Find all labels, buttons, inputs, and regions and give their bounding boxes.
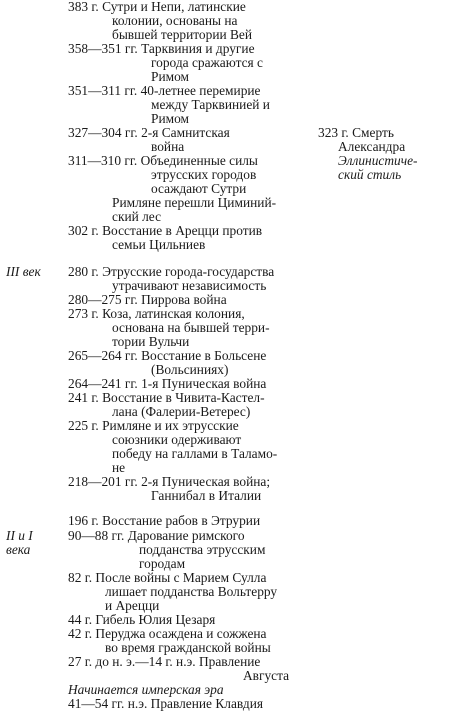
event-line: городам <box>139 556 186 571</box>
event-line: тории Вульчи <box>112 334 190 349</box>
event-line: 196 г. Восстание рабов в Этрурии <box>68 513 261 528</box>
event-line: утрачивают независимость <box>112 278 267 293</box>
event-line: Ганнибал в Италии <box>151 488 262 503</box>
event-line: 225 г. Римляне и их этрусские <box>68 418 239 433</box>
event-line: подданства этрусским <box>139 542 266 557</box>
event-line: лана (Фалерии-Ветерес) <box>112 404 251 419</box>
event-line: 264—241 гг. 1-я Пуническая война <box>68 376 267 391</box>
event-line: Римом <box>151 69 190 84</box>
event-line: 280 г. Этрусские города-государства <box>68 264 275 279</box>
culture-line: ский стиль <box>338 167 402 182</box>
event-line: 42 г. Перуджа осаждена и сожжена <box>68 626 267 641</box>
event-line: 280—275 гг. Пиррова война <box>68 292 227 307</box>
event-line: 383 г. Сутри и Непи, латинские <box>68 0 246 14</box>
event-line: война <box>151 139 185 154</box>
culture-line: Эллинистиче- <box>338 153 418 168</box>
event-line: 44 г. Гибель Юлия Цезаря <box>68 612 216 627</box>
event-line: между Тарквинией и <box>151 97 270 112</box>
event-line: 218—201 гг. 2-я Пуническая война; <box>68 474 271 489</box>
event-line: и Арецци <box>105 598 160 613</box>
century-label-ii-i: II и I <box>6 528 33 543</box>
event-line: Римляне перешли Циминий- <box>112 195 277 210</box>
event-line: колонии, основаны на <box>112 13 238 28</box>
event-line: 90—88 гг. Дарование римского <box>68 528 245 543</box>
event-line: 327—304 гг. 2-я Самнитская <box>68 125 230 140</box>
event-line: бывшей территории Вей <box>112 27 253 42</box>
event-line: союзники одерживают <box>112 432 242 447</box>
culture-line: Александра <box>338 139 406 154</box>
event-line: 311—310 гг. Объединенные силы <box>68 153 258 168</box>
event-line: не <box>112 460 126 475</box>
event-line: победу на галлами в Таламо- <box>112 446 278 461</box>
event-line: 273 г. Коза, латинская колония, <box>68 306 245 321</box>
century-label-ii-i-veka: века <box>6 542 31 557</box>
event-line: 241 г. Восстание в Чивита-Кастел- <box>68 390 265 405</box>
century-label-iii: III век <box>6 264 41 279</box>
event-line: Римом <box>151 111 190 126</box>
event-line: 351—311 гг. 40-летнее перемирие <box>68 83 261 98</box>
event-line: города сражаются с <box>151 55 263 70</box>
event-line: 82 г. После войны с Марием Сулла <box>68 570 267 585</box>
event-line: 41—54 гг. н.э. Правление Клавдия <box>68 696 264 711</box>
event-line: Августа <box>243 668 290 683</box>
event-line: во время гражданской войны <box>105 640 271 655</box>
event-line: семьи Цильниев <box>112 237 206 252</box>
event-line: 358—351 гг. Тарквиния и другие <box>68 41 255 56</box>
event-line: 265—264 гг. Восстание в Больсене <box>68 348 267 363</box>
culture-line: 323 г. Смерть <box>318 125 394 140</box>
era-note: Начинается имперская эра <box>68 682 224 697</box>
event-line: 27 г. до н. э.—14 г. н.э. Правление <box>68 654 261 669</box>
event-line: лишает подданства Вольтерру <box>105 584 278 599</box>
event-line: 302 г. Восстание в Арецци против <box>68 223 263 238</box>
event-line: этрусских городов <box>151 167 257 182</box>
event-line: (Вольсиниях) <box>151 362 229 377</box>
event-line: ский лес <box>112 209 162 224</box>
event-line: осаждают Сутри <box>151 181 247 196</box>
event-line: основана на бывшей терри- <box>112 320 270 335</box>
